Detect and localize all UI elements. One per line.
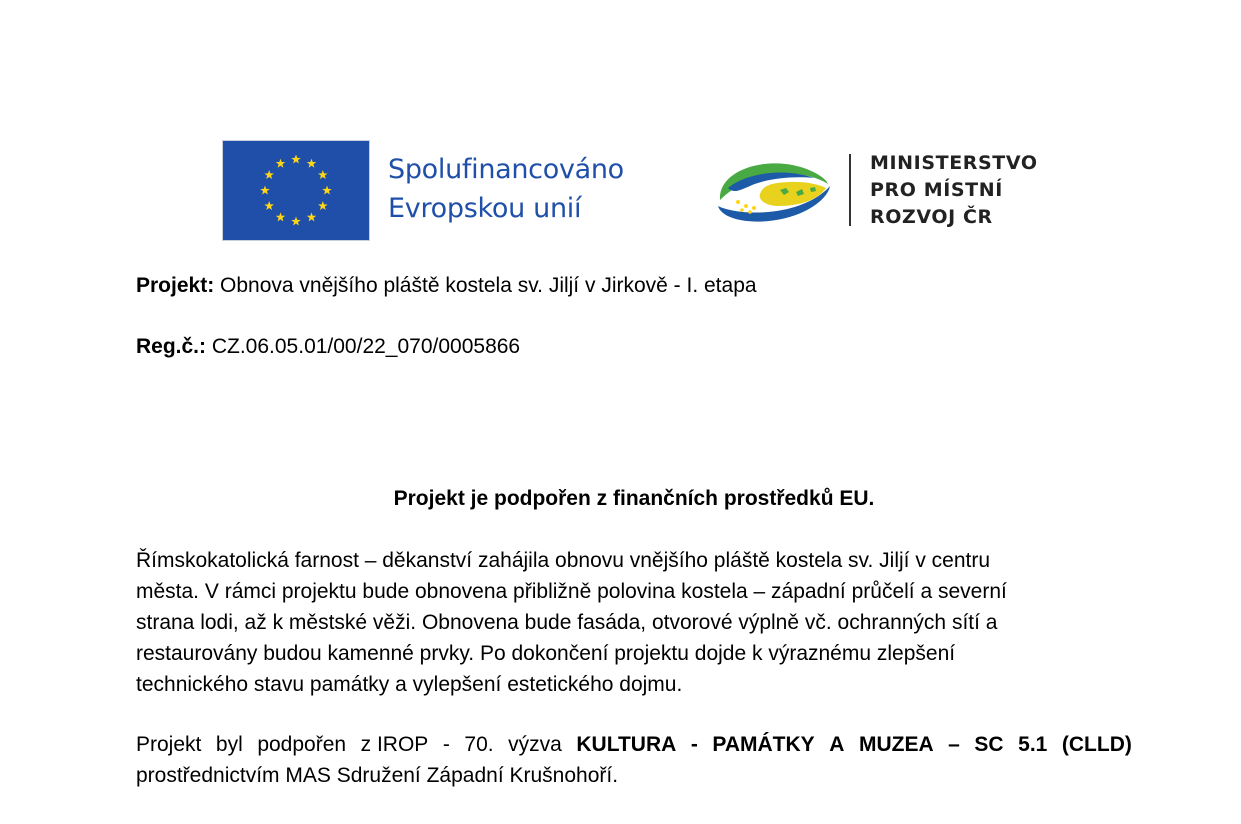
funding-line-1 <box>136 729 1132 760</box>
logo-bar <box>222 140 1052 242</box>
funding-word: výzva <box>508 733 562 756</box>
eu-star-icon <box>264 170 274 179</box>
funding-bold-word: 5.1 <box>1018 733 1048 756</box>
eu-cofinanced-label <box>388 150 624 228</box>
eu-star-icon <box>318 201 328 210</box>
project-label: Projekt: <box>136 274 215 297</box>
eu-star-icon <box>307 212 317 221</box>
funding-word: byl <box>215 733 243 756</box>
funding-bold-word: KULTURA <box>576 733 677 756</box>
funding-bold-word: PAMÁTKY <box>712 733 815 756</box>
funding-bold-word: MUZEA <box>858 733 934 756</box>
eu-star-icon <box>307 159 317 168</box>
logo-divider <box>849 154 851 226</box>
eu-label-line-1: Spolufinancováno <box>388 154 624 185</box>
funding-bold-word: (CLLD) <box>1061 733 1132 756</box>
description-line: města. V rámci projektu bude obnovena přibližně polovina kostela – západní průčelí a severní <box>136 580 1007 603</box>
funding-bold-word: A <box>829 733 845 756</box>
eu-star-icon <box>276 159 286 168</box>
ministry-label-line-3: ROZVOJ ČR <box>870 206 993 228</box>
project-description <box>136 545 1132 700</box>
eu-label-line-2: Evropskou unií <box>388 193 582 224</box>
funding-line-2: prostřednictvím MAS Sdružení Západní Krušnohoří. <box>136 764 619 787</box>
eu-flag-icon <box>222 140 370 241</box>
eu-star-icon <box>264 201 274 210</box>
funding-word: - <box>442 733 450 756</box>
project-line <box>136 274 757 298</box>
description-line: strana lodi, až k městské věži. Obnovena bude fasáda, otvorové výplně vč. ochranných sítí a <box>136 611 998 634</box>
registration-label: Reg.č.: <box>136 335 207 358</box>
ministry-label-line-2: PRO MÍSTNÍ <box>870 179 1003 201</box>
eu-star-icon <box>291 155 301 164</box>
description-line: Římskokatolická farnost – děkanství zahájila obnovu vnějšího pláště kostela sv. Jiljí v centru <box>136 549 991 572</box>
funding-word: z IROP <box>360 733 429 756</box>
registration-line <box>136 335 520 359</box>
funding-bold-word: - <box>690 733 698 756</box>
eu-star-icon <box>322 186 332 195</box>
funding-bold-word: – <box>948 733 960 756</box>
eu-star-icon <box>260 186 270 195</box>
project-name: Obnova vnějšího pláště kostela sv. Jiljí v Jirkově - I. etapa <box>214 274 757 297</box>
funding-word: Projekt <box>136 733 202 756</box>
ministry-label <box>870 150 1038 231</box>
ministry-emblem-icon <box>714 154 834 226</box>
funding-statement <box>136 729 1132 791</box>
funding-bold-word: SC <box>974 733 1004 756</box>
funding-word: 70. <box>464 733 494 756</box>
eu-star-icon <box>291 217 301 226</box>
description-line: technického stavu památky a vylepšení estetického dojmu. <box>136 673 683 696</box>
ministry-label-line-1: MINISTERSTVO <box>870 152 1038 174</box>
eu-star-icon <box>318 170 328 179</box>
registration-number: CZ.06.05.01/00/22_070/0005866 <box>206 335 521 358</box>
eu-star-icon <box>276 212 286 221</box>
support-heading: Projekt je podpořen z finančních prostředků EU. <box>393 487 875 510</box>
description-line: restaurovány budou kamenné prvky. Po dokončení projektu dojde k výraznému zlepšení <box>136 642 956 665</box>
funding-word: podpořen <box>257 733 347 756</box>
